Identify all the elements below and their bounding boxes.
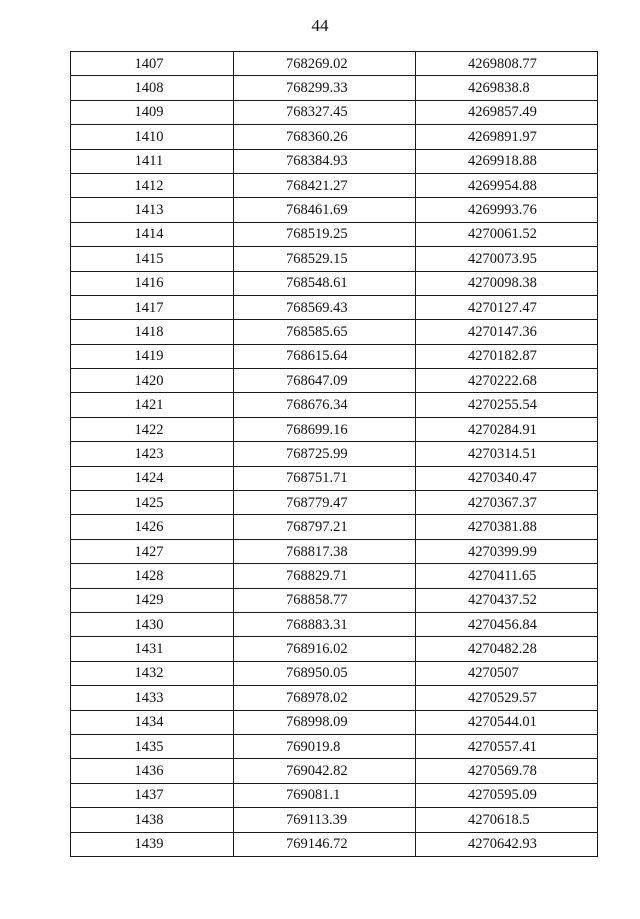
point-number-cell: 1429 bbox=[71, 588, 234, 612]
table-row bbox=[71, 100, 598, 124]
point-number-cell: 1437 bbox=[71, 783, 234, 807]
y-coordinate-cell: 4269838.8 bbox=[416, 76, 598, 100]
table-row bbox=[71, 393, 598, 417]
x-coordinate-cell: 768269.02 bbox=[234, 52, 416, 76]
x-coordinate-cell: 768519.25 bbox=[234, 222, 416, 246]
table-row bbox=[71, 222, 598, 246]
y-coordinate-cell: 4269857.49 bbox=[416, 100, 598, 124]
y-coordinate-cell: 4270507 bbox=[416, 661, 598, 685]
y-coordinate-cell: 4270411.65 bbox=[416, 564, 598, 588]
table-row bbox=[71, 832, 598, 856]
table-row bbox=[71, 686, 598, 710]
point-number-cell: 1434 bbox=[71, 710, 234, 734]
y-coordinate-cell: 4270098.38 bbox=[416, 271, 598, 295]
point-number-cell: 1410 bbox=[71, 125, 234, 149]
y-coordinate-cell: 4269918.88 bbox=[416, 149, 598, 173]
point-number-cell: 1428 bbox=[71, 564, 234, 588]
y-coordinate-cell: 4270595.09 bbox=[416, 783, 598, 807]
y-coordinate-cell: 4270437.52 bbox=[416, 588, 598, 612]
point-number-cell: 1431 bbox=[71, 637, 234, 661]
y-coordinate-cell: 4270381.88 bbox=[416, 515, 598, 539]
table-row bbox=[71, 759, 598, 783]
y-coordinate-cell: 4269808.77 bbox=[416, 52, 598, 76]
point-number-cell: 1414 bbox=[71, 222, 234, 246]
point-number-cell: 1413 bbox=[71, 198, 234, 222]
point-number-cell: 1407 bbox=[71, 52, 234, 76]
y-coordinate-cell: 4270557.41 bbox=[416, 734, 598, 758]
y-coordinate-cell: 4269891.97 bbox=[416, 125, 598, 149]
x-coordinate-cell: 769146.72 bbox=[234, 832, 416, 856]
point-number-cell: 1421 bbox=[71, 393, 234, 417]
x-coordinate-cell: 768676.34 bbox=[234, 393, 416, 417]
table-row bbox=[71, 369, 598, 393]
y-coordinate-cell: 4270456.84 bbox=[416, 612, 598, 636]
table-body bbox=[71, 52, 598, 857]
table-row bbox=[71, 564, 598, 588]
table-row bbox=[71, 783, 598, 807]
x-coordinate-cell: 768299.33 bbox=[234, 76, 416, 100]
x-coordinate-cell: 769019.8 bbox=[234, 734, 416, 758]
table-row bbox=[71, 466, 598, 490]
table-row bbox=[71, 320, 598, 344]
y-coordinate-cell: 4270529.57 bbox=[416, 686, 598, 710]
table-row bbox=[71, 149, 598, 173]
point-number-cell: 1408 bbox=[71, 76, 234, 100]
point-number-cell: 1438 bbox=[71, 808, 234, 832]
point-number-cell: 1419 bbox=[71, 344, 234, 368]
table-row bbox=[71, 588, 598, 612]
x-coordinate-cell: 768883.31 bbox=[234, 612, 416, 636]
table-row bbox=[71, 808, 598, 832]
x-coordinate-cell: 768569.43 bbox=[234, 295, 416, 319]
table-row bbox=[71, 491, 598, 515]
x-coordinate-cell: 768529.15 bbox=[234, 247, 416, 271]
point-number-cell: 1417 bbox=[71, 295, 234, 319]
y-coordinate-cell: 4269954.88 bbox=[416, 173, 598, 197]
point-number-cell: 1418 bbox=[71, 320, 234, 344]
table-row bbox=[71, 612, 598, 636]
x-coordinate-cell: 768461.69 bbox=[234, 198, 416, 222]
x-coordinate-cell: 769042.82 bbox=[234, 759, 416, 783]
x-coordinate-cell: 768916.02 bbox=[234, 637, 416, 661]
table-row bbox=[71, 76, 598, 100]
table-row bbox=[71, 173, 598, 197]
y-coordinate-cell: 4270284.91 bbox=[416, 417, 598, 441]
x-coordinate-cell: 769113.39 bbox=[234, 808, 416, 832]
table-row bbox=[71, 637, 598, 661]
x-coordinate-cell: 768858.77 bbox=[234, 588, 416, 612]
point-number-cell: 1422 bbox=[71, 417, 234, 441]
y-coordinate-cell: 4270482.28 bbox=[416, 637, 598, 661]
y-coordinate-cell: 4270147.36 bbox=[416, 320, 598, 344]
point-number-cell: 1409 bbox=[71, 100, 234, 124]
x-coordinate-cell: 768779.47 bbox=[234, 491, 416, 515]
x-coordinate-cell: 769081.1 bbox=[234, 783, 416, 807]
table-row bbox=[71, 198, 598, 222]
y-coordinate-cell: 4270340.47 bbox=[416, 466, 598, 490]
point-number-cell: 1426 bbox=[71, 515, 234, 539]
table-row bbox=[71, 271, 598, 295]
y-coordinate-cell: 4270314.51 bbox=[416, 442, 598, 466]
x-coordinate-cell: 768950.05 bbox=[234, 661, 416, 685]
table-row bbox=[71, 417, 598, 441]
y-coordinate-cell: 4270367.37 bbox=[416, 491, 598, 515]
table-row bbox=[71, 734, 598, 758]
point-number-cell: 1423 bbox=[71, 442, 234, 466]
point-number-cell: 1416 bbox=[71, 271, 234, 295]
y-coordinate-cell: 4270255.54 bbox=[416, 393, 598, 417]
table-row bbox=[71, 661, 598, 685]
x-coordinate-cell: 768548.61 bbox=[234, 271, 416, 295]
x-coordinate-cell: 768384.93 bbox=[234, 149, 416, 173]
point-number-cell: 1430 bbox=[71, 612, 234, 636]
point-number-cell: 1432 bbox=[71, 661, 234, 685]
table-row bbox=[71, 125, 598, 149]
y-coordinate-cell: 4270642.93 bbox=[416, 832, 598, 856]
table-row bbox=[71, 710, 598, 734]
point-number-cell: 1415 bbox=[71, 247, 234, 271]
x-coordinate-cell: 768421.27 bbox=[234, 173, 416, 197]
x-coordinate-cell: 768360.26 bbox=[234, 125, 416, 149]
x-coordinate-cell: 768699.16 bbox=[234, 417, 416, 441]
point-number-cell: 1433 bbox=[71, 686, 234, 710]
x-coordinate-cell: 768725.99 bbox=[234, 442, 416, 466]
point-number-cell: 1412 bbox=[71, 173, 234, 197]
x-coordinate-cell: 768829.71 bbox=[234, 564, 416, 588]
coordinate-table bbox=[70, 51, 598, 857]
table-row bbox=[71, 344, 598, 368]
table-row bbox=[71, 442, 598, 466]
y-coordinate-cell: 4270618.5 bbox=[416, 808, 598, 832]
x-coordinate-cell: 768998.09 bbox=[234, 710, 416, 734]
x-coordinate-cell: 768817.38 bbox=[234, 539, 416, 563]
point-number-cell: 1424 bbox=[71, 466, 234, 490]
x-coordinate-cell: 768797.21 bbox=[234, 515, 416, 539]
x-coordinate-cell: 768327.45 bbox=[234, 100, 416, 124]
table-row bbox=[71, 295, 598, 319]
y-coordinate-cell: 4270073.95 bbox=[416, 247, 598, 271]
y-coordinate-cell: 4270127.47 bbox=[416, 295, 598, 319]
table-row bbox=[71, 52, 598, 76]
table-row bbox=[71, 247, 598, 271]
page-number: 44 bbox=[311, 16, 329, 35]
y-coordinate-cell: 4270182.87 bbox=[416, 344, 598, 368]
y-coordinate-cell: 4269993.76 bbox=[416, 198, 598, 222]
x-coordinate-cell: 768615.64 bbox=[234, 344, 416, 368]
point-number-cell: 1411 bbox=[71, 149, 234, 173]
point-number-cell: 1427 bbox=[71, 539, 234, 563]
y-coordinate-cell: 4270569.78 bbox=[416, 759, 598, 783]
y-coordinate-cell: 4270399.99 bbox=[416, 539, 598, 563]
y-coordinate-cell: 4270061.52 bbox=[416, 222, 598, 246]
point-number-cell: 1436 bbox=[71, 759, 234, 783]
table-row bbox=[71, 515, 598, 539]
x-coordinate-cell: 768978.02 bbox=[234, 686, 416, 710]
point-number-cell: 1435 bbox=[71, 734, 234, 758]
point-number-cell: 1425 bbox=[71, 491, 234, 515]
table-row bbox=[71, 539, 598, 563]
x-coordinate-cell: 768585.65 bbox=[234, 320, 416, 344]
x-coordinate-cell: 768751.71 bbox=[234, 466, 416, 490]
point-number-cell: 1420 bbox=[71, 369, 234, 393]
point-number-cell: 1439 bbox=[71, 832, 234, 856]
y-coordinate-cell: 4270544.01 bbox=[416, 710, 598, 734]
y-coordinate-cell: 4270222.68 bbox=[416, 369, 598, 393]
x-coordinate-cell: 768647.09 bbox=[234, 369, 416, 393]
